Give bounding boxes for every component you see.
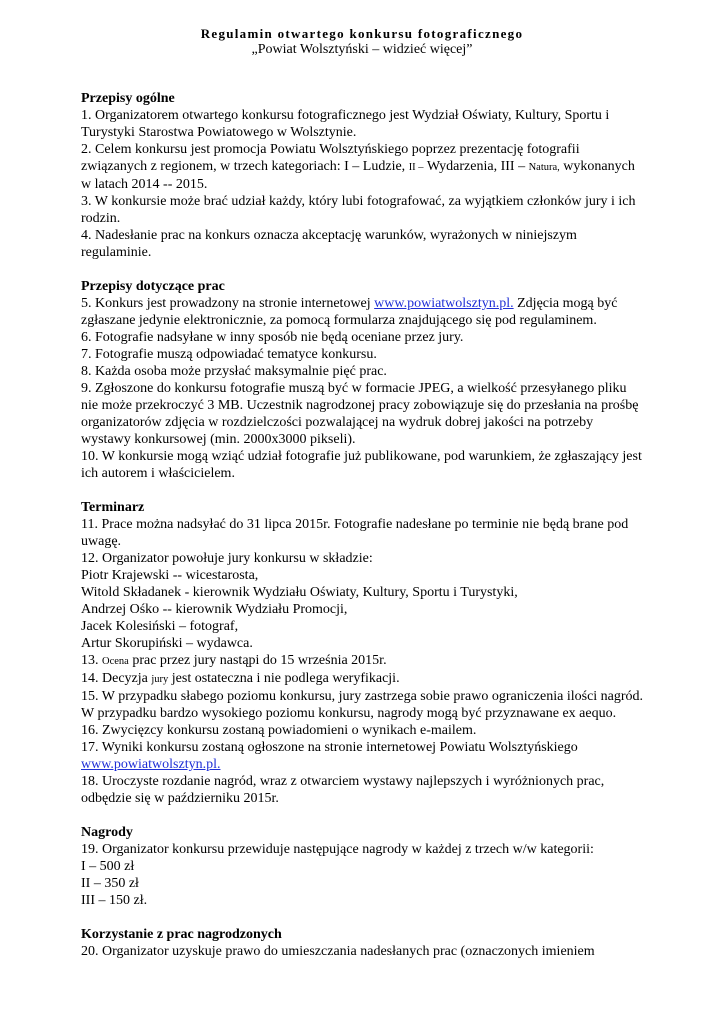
section-heading: Korzystanie z prac nagrodzonych xyxy=(81,927,282,942)
section-heading: Przepisy ogólne xyxy=(81,91,175,106)
rule-12: 12. Organizator powołuje jury konkursu w składzie: xyxy=(81,551,373,566)
section-usage-of-works xyxy=(81,926,646,960)
section-heading: Przepisy dotyczące prac xyxy=(81,279,225,294)
section-schedule xyxy=(81,499,646,807)
rule-6: 6. Fotografie nadsyłane w inny sposób nie będą oceniane przez jury. xyxy=(81,330,464,345)
jury-member: Jacek Kolesiński – fotograf, xyxy=(81,619,239,634)
section-works-rules xyxy=(81,278,646,482)
rule-9: 9. Zgłoszone do konkursu fotografie muszą być w formacie JPEG, a wielkość przesyłanego pliku nie może przekroczyć 3 MB. Uczestnik nagrodzonej pracy zobowiązuje się do przesłania na prośbę organizatorów zdjęcia w rozdzielczości pozwalającej na wydruk dobrej jakości na potrzeby wystawy konkursowej (min. 2000x3000 pikseli). xyxy=(81,381,639,447)
prize-item: I – 500 zł xyxy=(81,859,135,874)
section-general-rules xyxy=(81,90,646,261)
rule-19: 19. Organizator konkursu przewiduje następujące nagrody w każdej z trzech w/w kategorii: xyxy=(81,842,594,857)
section-heading: Nagrody xyxy=(81,825,133,840)
section-heading: Terminarz xyxy=(81,500,145,515)
rule-11: 11. Prace można nadsyłać do 31 lipca 2015r. Fotografie nadesłane po terminie nie będą brane pod uwagę. xyxy=(81,517,629,549)
rule-8: 8. Każda osoba może przysłać maksymalnie pięć prac. xyxy=(81,364,387,379)
document-subtitle: „Powiat Wolsztyński – widzieć więcej” xyxy=(251,42,473,57)
rule-18: 18. Uroczyste rozdanie nagród, wraz z otwarciem wystawy najlepszych i wyróżnionych prac, odbędzie się w październiku 2015r. xyxy=(81,774,605,806)
prize-item: III – 150 zł. xyxy=(81,893,148,908)
rule-16: 16. Zwycięzcy konkursu zostaną powiadomieni o wynikach e-mailem. xyxy=(81,723,477,738)
rule-10: 10. W konkursie mogą wziąć udział fotografie już publikowane, pod warunkiem, że zgłaszający jest ich autorem i właścicielem. xyxy=(81,449,642,481)
rule-1: 1. Organizatorem otwartego konkursu fotograficznego jest Wydział Oświaty, Kultury, Sportu i Turystyki Starostwa Powiatowego w Wolsztynie. xyxy=(81,108,610,140)
rule-7: 7. Fotografie muszą odpowiadać tematyce konkursu. xyxy=(81,347,377,362)
rule-15: 15. W przypadku słabego poziomu konkursu, jury zastrzega sobie prawo ograniczenia ilości nagród. W przypadku bardzo wysokiego poziomu konkursu, nagrody mogą być przyznawane ex aequo. xyxy=(81,689,644,721)
document-title: Regulamin otwartego konkursu fotograficznego xyxy=(200,26,524,41)
jury-member: Andrzej Ośko -- kierownik Wydziału Promocji, xyxy=(81,602,348,617)
jury-member: Witold Składanek - kierownik Wydziału Oświaty, Kultury, Sportu i Turystyki, xyxy=(81,585,518,600)
prize-item: II – 350 zł xyxy=(81,876,139,891)
section-prizes xyxy=(81,824,646,909)
rule-4: 4. Nadesłanie prac na konkurs oznacza akceptację warunków, wyrażonych w niniejszym regulaminie. xyxy=(81,228,577,260)
website-link[interactable]: www.powiatwolsztyn.pl. xyxy=(374,296,514,311)
rule-20: 20. Organizator uzyskuje prawo do umieszczania nadesłanych prac (oznaczonych imieniem xyxy=(81,944,595,959)
rule-17: 17. Wyniki konkursu zostaną ogłoszone na stronie internetowej Powiatu Wolsztyńskiego www.powiatwolsztyn.pl. xyxy=(81,740,578,772)
rule-13: 13. Ocena prac przez jury nastąpi do 15 września 2015r. xyxy=(81,653,387,668)
jury-member: Piotr Krajewski -- wicestarosta, xyxy=(81,568,259,583)
rule-2: 2. Celem konkursu jest promocja Powiatu Wolsztyńskiego poprzez prezentację fotografii związanych z regionem, w trzech kategoriach: I – Ludzie, II – Wydarzenia, III – Natura, wykonanych w latach 2014 -- 2015. xyxy=(81,142,635,192)
rule-14: 14. Decyzja jury jest ostateczna i nie podlega weryfikacji. xyxy=(81,671,400,686)
rule-3: 3. W konkursie może brać udział każdy, który lubi fotografować, za wyjątkiem członków jury i ich rodzin. xyxy=(81,194,636,226)
jury-member: Artur Skorupiński – wydawca. xyxy=(81,636,253,651)
rule-5: 5. Konkurs jest prowadzony na stronie internetowej www.powiatwolsztyn.pl. Zdjęcia mogą być zgłaszane jedynie elektronicznie, za pomocą formularza znajdującego się pod regulaminem. xyxy=(81,296,618,328)
document-body xyxy=(81,90,646,977)
website-link[interactable]: www.powiatwolsztyn.pl. xyxy=(81,757,221,772)
